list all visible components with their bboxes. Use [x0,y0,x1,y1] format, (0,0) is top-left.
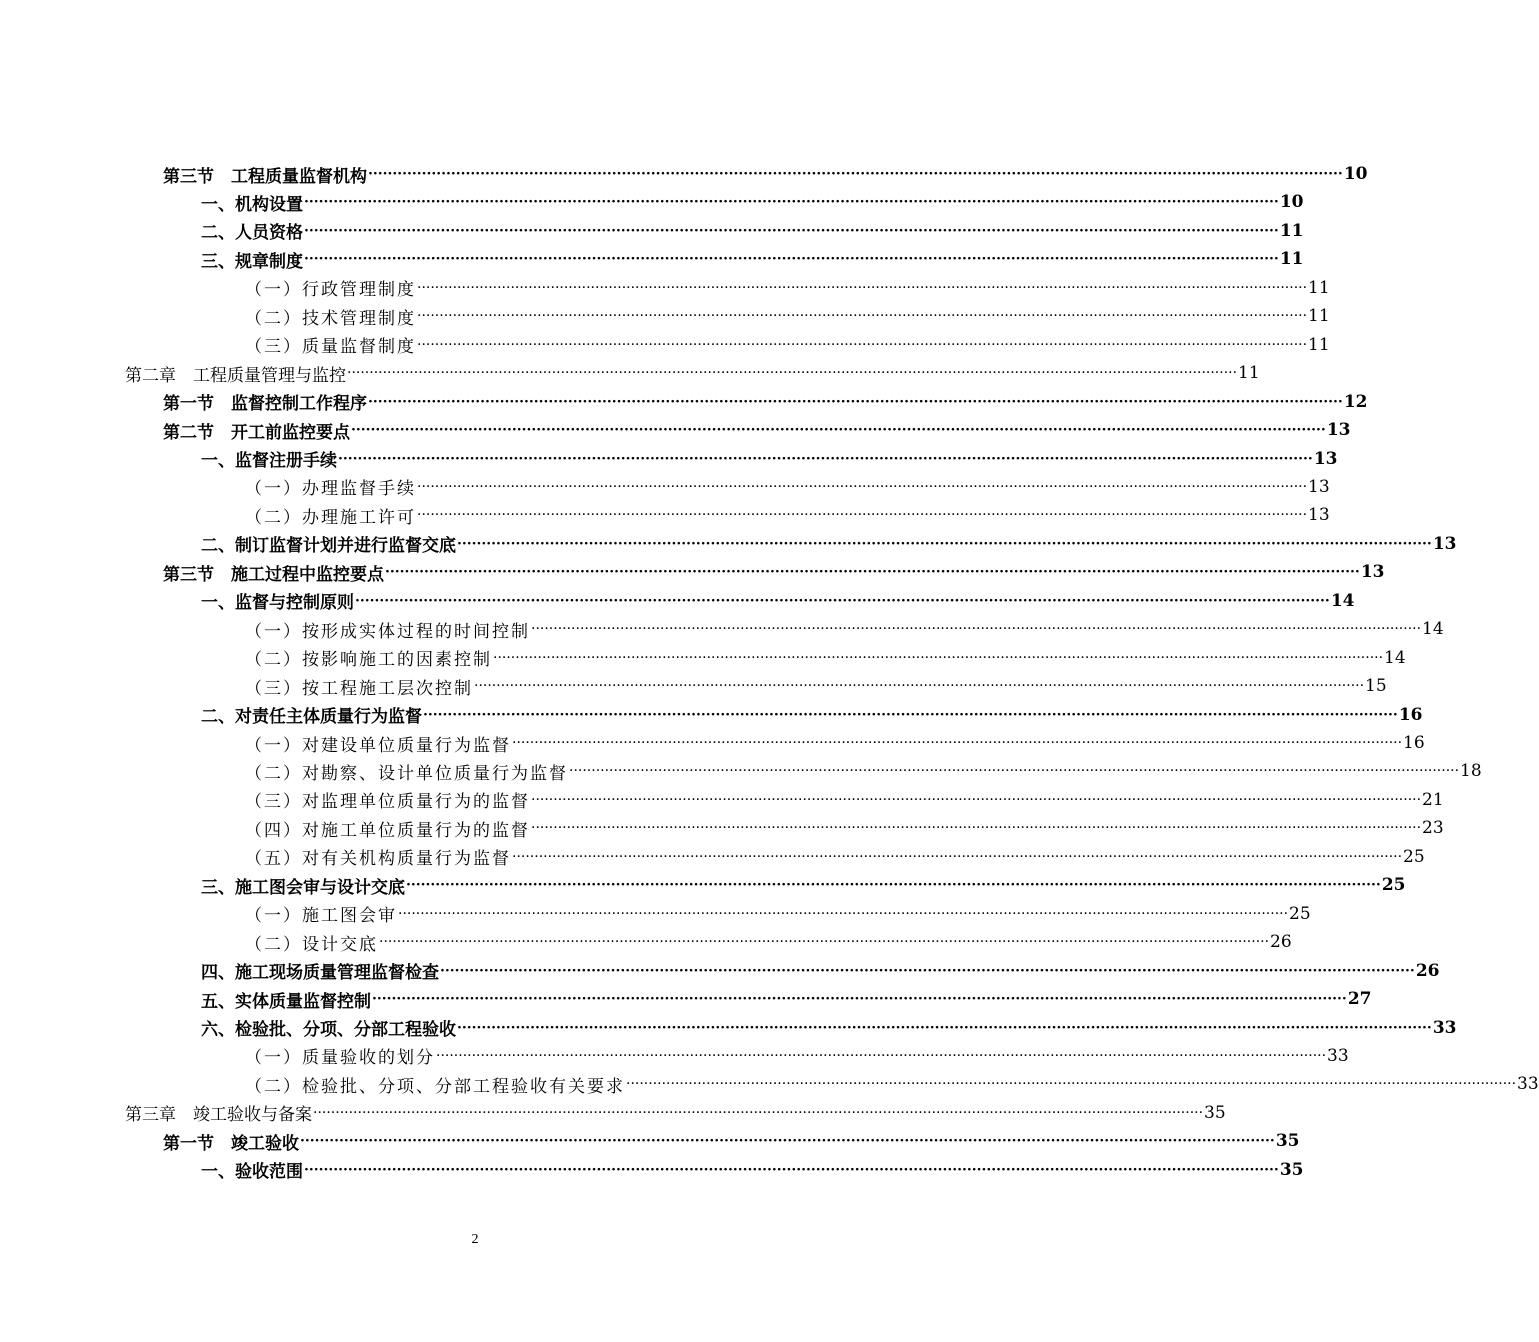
toc-entry[interactable] [245,501,1330,529]
toc-entry[interactable] [245,900,1311,928]
toc-entry-page: 14 [1330,590,1355,611]
toc-entry[interactable] [245,757,1482,785]
toc-dot-leader: ········································································································································································································ [436,1047,1327,1064]
toc-entry[interactable] [245,928,1292,956]
toc-entry-title: 一、监督与控制原则 [201,593,354,614]
toc-entry[interactable] [245,331,1330,359]
toc-entry-page: 25 [1403,846,1425,867]
toc-entry-title: 一、机构设置 [201,194,303,215]
toc-entry[interactable] [201,957,1440,985]
toc-dot-leader: ········································································································································································································ [440,962,1415,979]
toc-entry-page: 33 [1432,1017,1457,1038]
page-number: 2 [471,1232,479,1247]
toc-dot-leader: ········································································································································································································ [372,991,1347,1008]
toc-entry-page: 13 [1326,420,1351,441]
toc-entry-page: 11 [1308,277,1330,298]
toc-entry[interactable] [245,843,1425,871]
toc-entry-title: 第三节 施工过程中监控要点 [163,564,384,585]
toc-dot-leader: ········································································································································································································ [531,791,1422,808]
toc-entry[interactable] [245,473,1330,501]
toc-dot-leader: ········································································································································································································ [531,621,1422,638]
toc-dot-leader: ········································································································································································································ [423,706,1398,723]
toc-entry-title: 六、检验批、分项、分部工程验收 [201,1020,456,1040]
toc-entry-page: 33 [1517,1074,1539,1095]
toc-entry-page: 15 [1365,676,1387,697]
toc-entry-page: 13 [1308,476,1330,497]
toc-dot-leader: ········································································································································································································ [493,649,1384,666]
toc-entry-page: 11 [1308,334,1330,355]
toc-entry-page: 16 [1398,704,1423,725]
toc-entry[interactable] [201,445,1338,473]
toc-entry[interactable] [163,160,1368,188]
toc-entry[interactable] [163,558,1385,586]
toc-entry[interactable] [201,871,1406,899]
toc-entry-page: 12 [1343,391,1368,412]
toc-entry-title: （一）施工图会审 [245,906,397,927]
toc-entry-title: （二）检验批、分项、分部工程验收有关要求 [245,1076,625,1097]
toc-entry[interactable] [201,701,1423,729]
toc-entry-title: 二、对责任主体质量行为监督 [201,707,422,728]
toc-entry-title: 二、人员资格 [201,223,303,244]
toc-dot-leader: ········································································································································································································ [417,507,1308,524]
toc-entry-title: （四）对施工单位质量行为的监督 [245,820,530,841]
toc-dot-leader: ········································································································································································································ [368,393,1343,410]
toc-entry-page: 35 [1204,1102,1226,1123]
toc-entry-page: 10 [1279,192,1304,213]
toc-entry-title: 一、监督注册手续 [201,451,337,471]
toc-entry-title: 第二节 开工前监控要点 [163,422,350,443]
toc-entry[interactable] [201,1156,1304,1184]
toc-entry-page: 14 [1422,619,1444,640]
toc-dot-leader: ········································································································································································································ [417,279,1308,296]
toc-entry-title: （一）质量验收的划分 [245,1048,435,1069]
toc-dot-leader: ········································································································································································································ [300,1133,1275,1150]
toc-dot-leader: ········································································································································································································ [304,222,1279,239]
toc-entry-page: 23 [1422,818,1444,839]
toc-dot-leader: ········································································································································································································ [417,478,1308,495]
toc-entry[interactable] [201,1014,1457,1042]
toc-dot-leader: ········································································································································································································ [355,592,1330,609]
toc-entry-title: （二）办理施工许可 [245,507,416,528]
toc-entry-page: 25 [1381,875,1406,896]
toc-entry[interactable] [245,274,1330,302]
toc-entry-title: （一）对建设单位质量行为监督 [245,735,511,756]
toc-entry-page: 27 [1347,989,1372,1010]
toc-dot-leader: ········································································································································································································ [406,877,1381,894]
toc-dot-leader: ········································································································································································································ [338,450,1313,467]
toc-entry-page: 10 [1343,164,1368,184]
toc-entry-title: 二、制订监督计划并进行监督交底 [201,536,456,557]
toc-entry-page: 16 [1403,733,1425,753]
toc-dot-leader: ········································································································································································································ [474,678,1365,695]
toc-entry[interactable] [245,814,1444,842]
toc-dot-leader: ········································································································································································································ [347,365,1238,382]
toc-entry-title: （二）设计交底 [245,934,378,955]
toc-entry-page: 35 [1279,1159,1304,1180]
toc-entry[interactable] [245,1070,1539,1098]
toc-dot-leader: ········································································································································································································ [569,763,1460,780]
toc-entry-page: 13 [1313,448,1338,469]
toc-entry-title: （三）质量监督制度 [245,337,416,358]
toc-entry-title: 第二章 工程质量管理与监控 [125,365,346,386]
toc-entry-title: （二）对勘察、设计单位质量行为监督 [245,763,568,784]
toc-dot-leader: ········································································································································································································ [626,1076,1517,1093]
toc-entry-page: 11 [1308,306,1330,327]
toc-dot-leader: ········································································································································································································ [385,564,1360,581]
toc-dot-leader: ········································································································································································································ [304,194,1279,211]
toc-dot-leader: ········································································································································································································ [351,422,1326,439]
toc-entry[interactable] [201,530,1457,558]
toc-entry-page: 33 [1327,1045,1349,1066]
toc-entry[interactable] [245,729,1425,757]
toc-entry[interactable] [125,359,1260,387]
toc-entry-title: （二）技术管理制度 [245,308,416,329]
toc-dot-leader: ········································································································································································································ [457,1019,1432,1036]
toc-entry-title: （二）按影响施工的因素控制 [245,650,492,671]
toc-entry-title: 第一节 监督控制工作程序 [163,394,367,415]
toc-entry-title: 一、验收范围 [201,1162,303,1183]
toc-entry-title: （三）对监理单位质量行为的监督 [245,792,530,813]
toc-entry[interactable] [201,217,1304,245]
toc-entry[interactable] [245,302,1330,330]
toc-entry-page: 11 [1279,249,1304,270]
toc-entry[interactable] [201,587,1355,615]
toc-dot-leader: ········································································································································································································ [368,166,1343,182]
toc-entry-page: 11 [1238,363,1260,384]
toc-entry-title: 第三章 竣工验收与备案 [125,1105,312,1126]
toc-entry-title: 三、施工图会审与设计交底 [201,877,405,898]
toc-entry-page: 21 [1422,789,1444,810]
toc-entry-page: 35 [1275,1131,1300,1152]
toc-dot-leader: ········································································································································································································ [512,735,1403,751]
toc-entry[interactable] [201,245,1304,273]
toc-entry-title: （一）行政管理制度 [245,280,416,301]
toc-entry[interactable] [245,615,1444,643]
toc-dot-leader: ········································································································································································································ [304,251,1279,268]
toc-entry-title: 四、施工现场质量管理监督检查 [201,963,439,984]
toc-entry[interactable] [245,786,1444,814]
toc-entry[interactable] [201,188,1304,216]
toc-dot-leader: ········································································································································································································ [379,934,1270,951]
toc-entry-page: 26 [1415,960,1440,981]
toc-entry-page: 13 [1432,533,1457,554]
toc-dot-leader: ········································································································································································································ [417,336,1308,353]
toc-entry-title: 第一节 竣工验收 [163,1133,299,1154]
toc-entry-page: 18 [1460,761,1482,782]
toc-entry[interactable] [125,1099,1226,1127]
toc-entry-title: （一）办理监督手续 [245,479,416,500]
toc-entry-title: （一）按形成实体过程的时间控制 [245,621,530,642]
toc-dot-leader: ········································································································································································································ [304,1161,1279,1178]
toc-entry[interactable] [163,416,1351,444]
toc-entry[interactable] [245,672,1387,700]
toc-entry-page: 14 [1384,647,1406,668]
toc-entry[interactable] [245,1042,1349,1070]
toc-entry-title: 第三节 工程质量监督机构 [163,166,367,187]
toc-entry-page: 25 [1289,903,1311,924]
toc-dot-leader: ········································································································································································································ [313,1104,1204,1121]
toc-dot-leader: ········································································································································································································ [398,905,1289,922]
toc-entry[interactable] [163,1127,1300,1155]
toc-entry-title: 五、实体质量监督控制 [201,991,371,1012]
toc-entry[interactable] [245,644,1406,672]
toc-entry-title: （五）对有关机构质量行为监督 [245,849,511,870]
toc-entry[interactable] [201,985,1372,1013]
toc-entry-page: 13 [1360,562,1385,583]
toc-dot-leader: ········································································································································································································ [457,535,1432,552]
toc-entry-page: 11 [1279,220,1304,241]
toc-entry[interactable] [163,388,1368,416]
toc-dot-leader: ········································································································································································································ [417,308,1308,325]
toc-entry-title: （三）按工程施工层次控制 [245,678,473,699]
toc-dot-leader: ········································································································································································································ [512,848,1403,865]
toc-entry-page: 26 [1270,932,1292,953]
toc-dot-leader: ········································································································································································································ [531,820,1422,837]
toc-entry-page: 13 [1308,505,1330,526]
toc-entry-title: 三、规章制度 [201,251,303,272]
